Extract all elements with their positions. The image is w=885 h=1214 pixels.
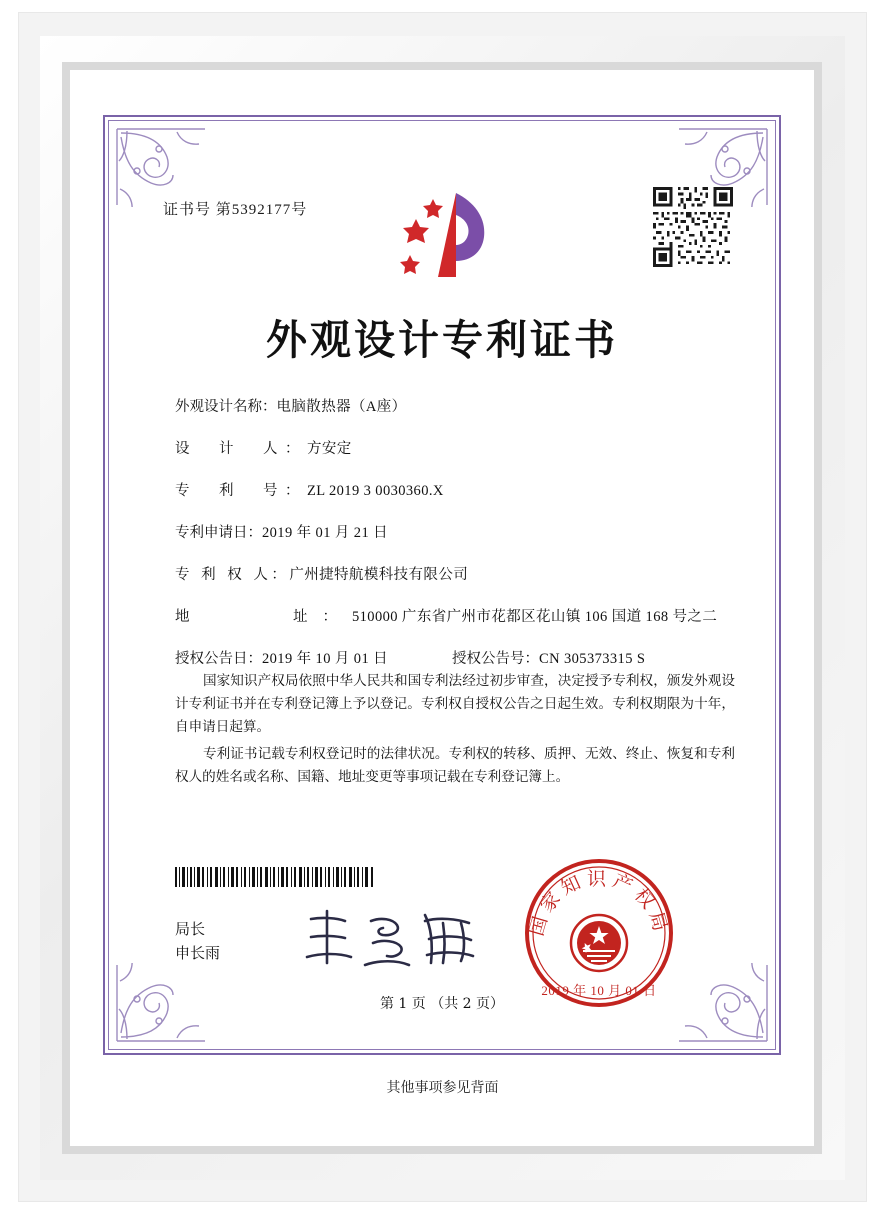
barcode xyxy=(175,867,375,887)
field-value-patent-number: ZL 2019 3 0030360.X xyxy=(307,483,444,499)
field-row-patentee xyxy=(175,563,735,584)
seal-date: 2019 年 10 月 01 日 xyxy=(541,983,657,998)
ornament-corner-top-left xyxy=(115,127,207,207)
field-label-address: 地 址： xyxy=(175,609,352,625)
page-indicator: 第 1 页 （共 2 页） xyxy=(379,996,505,1012)
legal-paragraph-1: 国家知识产权局依照中华人民共和国专利法经过初步审查，决定授予专利权，颁发外观设计专利证书并在专利登记簿上予以登记。专利权自授权公告之日起生效。专利权期限为十年，自申请日起算。 xyxy=(175,673,735,735)
field-label-grant-date: 授权公告日： xyxy=(175,651,262,667)
signature-title: 局长 xyxy=(175,920,206,938)
field-value-design-name: 电脑散热器（A座） xyxy=(276,399,407,415)
cnipa-logo-icon xyxy=(398,185,508,285)
field-row-designer xyxy=(175,437,735,458)
field-row-address xyxy=(175,605,735,626)
field-label-designer: 设 计 人： xyxy=(175,441,307,457)
legal-text xyxy=(175,670,735,793)
certificate xyxy=(103,115,781,1055)
field-row-application-date xyxy=(175,521,735,542)
field-value-address: 510000 广东省广州市花都区花山镇 106 国道 168 号之二 xyxy=(352,609,718,625)
field-row-grant xyxy=(175,647,735,668)
field-value-grant-date: 2019 年 10 月 01 日 xyxy=(262,651,389,667)
signature-name: 申长雨 xyxy=(175,944,221,962)
footer-note: 其他事项参见背面 xyxy=(386,1080,499,1096)
field-label-grant-number: 授权公告号： xyxy=(452,651,540,667)
field-value-grant-number: CN 305373315 S xyxy=(539,651,646,667)
field-label-application-date: 专利申请日： xyxy=(175,525,262,541)
field-value-application-date: 2019 年 01 月 21 日 xyxy=(262,525,389,541)
certificate-number: 证书号 第5392177号 xyxy=(163,202,308,218)
field-value-patentee: 广州捷特航模科技有限公司 xyxy=(289,567,469,583)
qr-code-icon xyxy=(653,187,733,267)
field-value-designer: 方安定 xyxy=(307,441,352,457)
certificate-content xyxy=(113,125,771,1045)
field-label-patentee: 专 利 权 人： xyxy=(175,567,290,583)
page-title: 外观设计专利证书 xyxy=(266,316,618,364)
field-row-design-name xyxy=(175,395,735,416)
svg-text:国家知识产权局: 国家知识产权局 xyxy=(525,868,673,939)
handwritten-signature-icon xyxy=(293,905,493,975)
field-label-design-name: 外观设计名称： xyxy=(175,399,277,415)
field-list xyxy=(175,395,735,689)
field-label-patent-number: 专 利 号： xyxy=(175,483,307,499)
legal-paragraph-2: 专利证书记载专利权登记时的法律状况。专利权的转移、质押、无效、终止、恢复和专利权人的姓名或名称、国籍、地址变更等事项记载在专利登记簿上。 xyxy=(175,746,735,785)
signature-block xyxy=(175,917,220,965)
field-row-patent-number xyxy=(175,479,735,500)
